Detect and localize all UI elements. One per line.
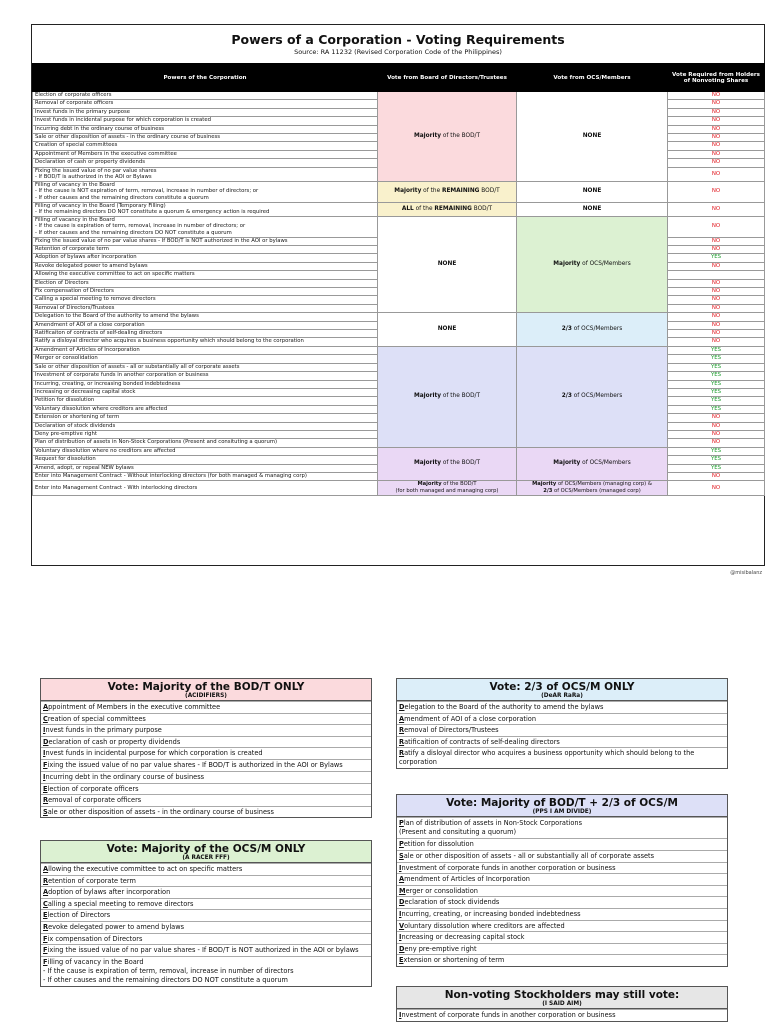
nonvoting-vote-cell: YES [668,346,765,354]
power-cell: Retention of corporate term [33,246,378,254]
list-item: Plan of distribution of assets in Non-Stock Corporations (Present and consituting a quorum) [397,817,727,838]
power-cell: Removal of Directors/Trustees [33,304,378,312]
power-cell: Election of corporate officers [33,92,378,100]
box-mnemonic: (I SAID AIM) [397,1001,727,1009]
nonvoting-vote-cell: NO [668,304,765,312]
list-item: Removal of corporate officers [41,794,371,806]
table-row [33,313,765,321]
nonvoting-vote-cell: NO [668,422,765,430]
power-cell: Sale or other disposition of assets - in the ordinary course of business [33,134,378,142]
power-cell: Amendment of AOI of a close corporation [33,321,378,329]
list-item: Election of Directors [41,909,371,921]
nonvoting-vote-cell: YES [668,254,765,262]
nonvoting-vote-cell: YES [668,388,765,396]
power-cell: Enter into Management Contract - With interlocking directors [33,481,378,496]
power-cell: Removal of corporate officers [33,100,378,108]
power-cell: Ratify a disloyal director who acquires a business opportunity which should belong to the corporation [33,338,378,346]
table-row [33,216,765,237]
list-item: Delegation to the Board of the authority to amend the bylaws [397,701,727,713]
voting-table-body [33,92,765,496]
list-item: Petition for dissolution [397,838,727,850]
nonvoting-vote-cell: NO [668,125,765,133]
list-item: Sale or other disposition of assets - in the ordinary course of business [41,806,371,818]
list-item: Incurring, creating, or increasing bonded indebtedness [397,908,727,920]
list-item: Incurring debt in the ordinary course of business [41,771,371,783]
table-row [33,346,765,354]
power-cell: Request for dissolution [33,456,378,464]
ocs-vote-cell: Majority of OCS/Members [517,447,668,481]
ocs-vote-cell: 2/3 of OCS/Members [517,346,668,447]
list-item: Revoke delegated power to amend bylaws [41,921,371,933]
nonvoting-vote-cell: YES [668,380,765,388]
box-mnemonic: (ACIDIFIERS) [41,693,371,701]
box-title: Vote: 2/3 of OCS/M ONLY [397,679,727,693]
list-item: Allowing the executive committee to act on specific matters [41,863,371,875]
nonvoting-vote-cell: NO [668,472,765,480]
ocs-vote-cell: NONE [517,92,668,182]
power-cell: Calling a special meeting to remove directors [33,296,378,304]
box-mnemonic: (A RACER FFF) [41,855,371,863]
bod-vote-cell: Majority of the BOD/T [378,92,517,182]
power-cell: Plan of distribution of assets in Non-Stock Corporations (Present and consituting a quorum) [33,439,378,447]
list-item: Increasing or decreasing capital stock [397,931,727,943]
bod-vote-cell: Majority of the BOD/T [378,447,517,481]
list-item: Ratify a disloyal director who acquires a business opportunity which should belong to the corporation [397,747,727,768]
list-item: Declaration of stock dividends [397,896,727,908]
bod-vote-cell: NONE [378,216,517,312]
nonvoting-vote-cell: NO [668,167,765,181]
nonvoting-vote-cell: YES [668,456,765,464]
nonvoting-vote-cell: NO [668,288,765,296]
list-item: Retention of corporate term [41,875,371,887]
power-cell: Delegation to the Board of the authority to amend the bylaws [33,313,378,321]
ocs-vote-cell: NONE [517,202,668,216]
list-item: Fixing the issued value of no par value shares - If BOD/T is NOT authorized in the AOI or bylaws [41,944,371,956]
nonvoting-vote-cell: NO [668,414,765,422]
list-item: Adoption of bylaws after incorporation [41,886,371,898]
box-two-thirds-ocs-only [396,678,728,769]
page-title: Powers of a Corporation - Voting Requirements [231,32,565,47]
nonvoting-vote-cell: YES [668,397,765,405]
list-item: Filling of vacancy in the Board - If the cause is expiration of term, removal, increase in number of directors - If other causes and the remaining directors DO NOT constitute a quorum [41,956,371,986]
power-cell: Filling of vacancy in the Board (Temporary Filling) - If the remaining directors DO NOT constitute a quorum & emergency action is required [33,202,378,216]
power-cell: Filling of vacancy in the Board - If the cause is NOT expiration of term, removal, increase in number of directors; or - If other causes and the remaining directors constitute a quorum [33,181,378,202]
voting-table [32,63,765,496]
box-majority-bod-only [40,678,372,818]
list-item: Extension or shortening of term [397,954,727,966]
box-majority-ocs-only [40,840,372,987]
nonvoting-vote-cell: YES [668,464,765,472]
power-cell: Fixing the issued value of no par value shares - If BOD/T is NOT authorized in the AOI or bylaws [33,237,378,245]
nonvoting-vote-cell: NO [668,330,765,338]
power-cell: Voluntary dissolution where creditors are affected [33,405,378,413]
list-item: Investment of corporate funds in another corporation or business [397,1009,727,1021]
nonvoting-vote-cell: YES [668,372,765,380]
list-item: Deny pre-emptive right [397,943,727,955]
power-cell: Fix compensation of Directors [33,288,378,296]
power-cell: Deny pre-emptive right [33,430,378,438]
nonvoting-vote-cell: NO [668,313,765,321]
power-cell: Appointment of Members in the executive committee [33,150,378,158]
box-mnemonic: (DeAR RaRa) [397,693,727,701]
table-row [33,447,765,455]
power-cell: Investment of corporate funds in another corporation or business [33,372,378,380]
table-row [33,92,765,100]
col-header-ocs: Vote from OCS/Members [517,64,668,92]
power-cell: Creation of special committees [33,142,378,150]
box-title: Vote: Majority of BOD/T + 2/3 of OCS/M [397,795,727,809]
power-cell: Election of Directors [33,279,378,287]
list-item: Sale or other disposition of assets - all or substantially all of corporate assets [397,850,727,862]
nonvoting-vote-cell: NO [668,92,765,100]
list-item: Invest funds in incidental purpose for which corporation is created [41,747,371,759]
col-header-nonvoting: Vote Required from Holders of Nonvoting Shares [668,64,765,92]
list-item: Declaration of cash or property dividends [41,736,371,748]
nonvoting-vote-cell: NO [668,338,765,346]
box-title: Vote: Majority of the OCS/M ONLY [41,841,371,855]
power-cell: Petition for dissolution [33,397,378,405]
nonvoting-vote-cell: NO [668,216,765,237]
power-cell: Merger or consolidation [33,355,378,363]
ocs-vote-cell: NONE [517,181,668,202]
ocs-vote-cell: Majority of OCS/Members (managing corp) & 2/3 of OCS/Members (managed corp) [517,481,668,496]
box-mnemonic: (PPS I AM DIVIDE) [397,809,727,817]
bod-vote-cell: NONE [378,313,517,347]
power-cell: Adoption of bylaws after incorporation [33,254,378,262]
nonvoting-vote-cell: NO [668,134,765,142]
list-item: Investment of corporate funds in another corporation or business [397,862,727,874]
list-item: Appointment of Members in the executive committee [41,701,371,713]
power-cell: Voluntary dissolution where no creditors are affected [33,447,378,455]
list-item: Ratificaition of contracts of self-dealing directors [397,736,727,748]
power-cell: Declaration of stock dividends [33,422,378,430]
list-item: Fix compensation of Directors [41,933,371,945]
nonvoting-vote-cell: NO [668,159,765,167]
list-item: Merger or consolidation [397,885,727,897]
power-cell: Incurring, creating, or increasing bonded indebtedness [33,380,378,388]
nonvoting-vote-cell: YES [668,405,765,413]
nonvoting-vote-cell: NO [668,202,765,216]
nonvoting-vote-cell: NO [668,430,765,438]
power-cell: Amend, adopt, or repeal NEW bylaws [33,464,378,472]
nonvoting-vote-cell: NO [668,279,765,287]
power-cell: Revoke delegated power to amend bylaws [33,262,378,270]
power-cell: Incurring debt in the ordinary course of business [33,125,378,133]
power-cell: Allowing the executive committee to act on specific matters [33,271,378,279]
table-row [33,181,765,202]
nonvoting-vote-cell [668,271,765,279]
power-cell: Increasing or decreasing capital stock [33,388,378,396]
source-note: Source: RA 11232 (Revised Corporation Code of the Philippines) [294,48,502,56]
power-cell: Invest funds in incidental purpose for which corporation is created [33,117,378,125]
nonvoting-vote-cell: NO [668,481,765,496]
nonvoting-vote-cell: NO [668,237,765,245]
power-cell: Ratificaiton of contracts of self-dealing directors [33,330,378,338]
nonvoting-vote-cell: NO [668,246,765,254]
power-cell: Invest funds in the primary purpose [33,108,378,116]
nonvoting-vote-cell: YES [668,447,765,455]
power-cell: Sale or other disposition of assets - all or substantially all of corporate assets [33,363,378,371]
power-cell: Filling of vacancy in the Board - If the cause is expiration of term, removal, increase in number of directors; or - If other causes and the remaining directors DO NOT constitute a quorum [33,216,378,237]
power-cell: Enter into Management Contract - Without interlocking directors (for both managed & managing corp) [33,472,378,480]
nonvoting-vote-cell: YES [668,355,765,363]
list-item: Invest funds in the primary purpose [41,724,371,736]
table-row [33,481,765,496]
nonvoting-vote-cell: NO [668,150,765,158]
list-item: Voluntary dissolution where creditors are affected [397,920,727,932]
col-header-bod: Vote from Board of Directors/Trustees [378,64,517,92]
nonvoting-vote-cell: NO [668,296,765,304]
voting-requirements-sheet [31,24,765,566]
nonvoting-vote-cell: NO [668,100,765,108]
nonvoting-vote-cell: NO [668,117,765,125]
box-title: Non-voting Stockholders may still vote: [397,987,727,1001]
bod-vote-cell: ALL of the REMAINING BOD/T [378,202,517,216]
nonvoting-vote-cell: NO [668,321,765,329]
power-cell: Declaration of cash or property dividends [33,159,378,167]
power-cell: Extension or shortening of term [33,414,378,422]
author-credit: @misibalanz [730,570,762,576]
ocs-vote-cell: Majority of OCS/Members [517,216,668,312]
box-nonvoting-may-vote [396,986,728,1022]
bod-vote-cell: Majority of the BOD/T [378,346,517,447]
list-item: Election of corporate officers [41,783,371,795]
list-item: Fixing the issued value of no par value shares - If BOD/T is authorized in the AOI or Bylaws [41,759,371,771]
table-row [33,202,765,216]
bod-vote-cell: Majority of the BOD/T (for both managed and managing corp) [378,481,517,496]
list-item: Amendment of AOI of a close corporation [397,713,727,725]
nonvoting-vote-cell: NO [668,181,765,202]
nonvoting-vote-cell: YES [668,363,765,371]
power-cell: Fixing the issued value of no par value shares - If BOD/T is authorized in the AOI or Bylaws [33,167,378,181]
list-item: Removal of Directors/Trustees [397,724,727,736]
list-item: Amendment of Articles of Incorporation [397,873,727,885]
box-title: Vote: Majority of the BOD/T ONLY [41,679,371,693]
nonvoting-vote-cell: NO [668,142,765,150]
bod-vote-cell: Majority of the REMAINING BOD/T [378,181,517,202]
power-cell: Amendment of Articles of Incorporation [33,346,378,354]
box-majority-bod-plus-two-thirds-ocs [396,794,728,967]
nonvoting-vote-cell: NO [668,108,765,116]
ocs-vote-cell: 2/3 of OCS/Members [517,313,668,347]
nonvoting-vote-cell: NO [668,262,765,270]
list-item: Calling a special meeting to remove directors [41,898,371,910]
col-header-powers: Powers of the Corporation [33,64,378,92]
nonvoting-vote-cell: NO [668,439,765,447]
list-item: Creation of special committees [41,713,371,725]
